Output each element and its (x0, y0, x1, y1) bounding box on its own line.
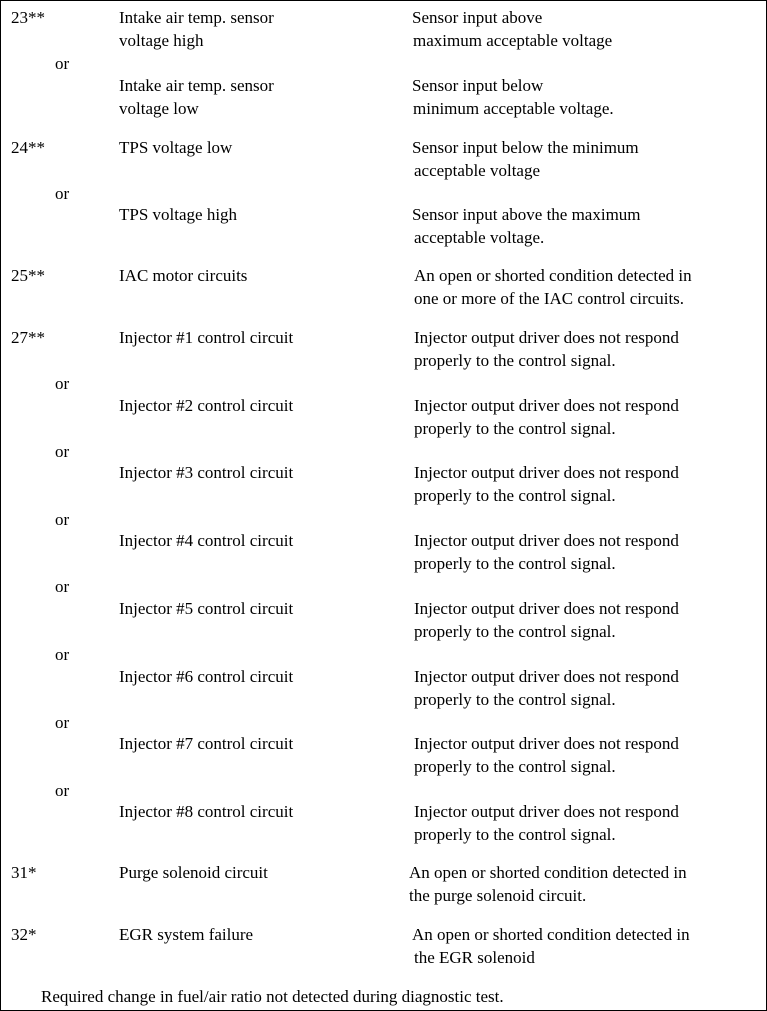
code-23: 23** (11, 8, 45, 27)
desc-injector-5: Injector output driver does not respond properly to the control signal. (414, 599, 679, 641)
desc-32: An open or shorted condition detected in the EGR solenoid (412, 925, 690, 967)
title-injector-2: Injector #2 control circuit (119, 396, 294, 415)
title-24-high: TPS voltage high (119, 205, 238, 224)
title-23-low: Intake air temp. sensor voltage low (119, 76, 274, 118)
title-31: Purge solenoid circuit (119, 863, 268, 882)
desc-23-low: Sensor input below minimum acceptable voltage. (412, 76, 614, 118)
desc-24-low: Sensor input below the minimum acceptable voltage (412, 138, 639, 180)
desc-31: An open or shorted condition detected in the purge solenoid circuit. (409, 863, 687, 905)
or-separator: or (55, 184, 70, 203)
desc-23-high: Sensor input above maximum acceptable voltage (412, 8, 613, 50)
desc-injector-8: Injector output driver does not respond properly to the control signal. (414, 802, 679, 844)
title-injector-8: Injector #8 control circuit (119, 802, 294, 821)
code-24: 24** (11, 138, 45, 157)
title-injector-5: Injector #5 control circuit (119, 599, 294, 618)
or-separator: or (55, 442, 70, 461)
title-injector-7: Injector #7 control circuit (119, 734, 294, 753)
title-32: EGR system failure (119, 925, 254, 944)
desc-injector-7: Injector output driver does not respond properly to the control signal. (414, 734, 679, 776)
or-separator: or (55, 510, 70, 529)
desc-24-high: Sensor input above the maximum acceptable voltage. (412, 205, 641, 247)
code-25: 25** (11, 266, 45, 285)
code-32: 32* (11, 925, 37, 944)
title-25: IAC motor circuits (119, 266, 248, 285)
title-24-low: TPS voltage low (119, 138, 233, 157)
desc-injector-4: Injector output driver does not respond properly to the control signal. (414, 531, 679, 573)
or-separator: or (55, 577, 70, 596)
desc-25: An open or shorted condition detected in one or more of the IAC control circuits. (414, 266, 692, 308)
title-injector-1: Injector #1 control circuit (119, 328, 294, 347)
desc-injector-1: Injector output driver does not respond properly to the control signal. (414, 328, 679, 370)
desc-injector-2: Injector output driver does not respond properly to the control signal. (414, 396, 679, 438)
code-27: 27** (11, 328, 45, 347)
or-separator: or (55, 54, 70, 73)
code-31: 31* (11, 863, 37, 882)
or-separator: or (55, 374, 70, 393)
title-23-high: Intake air temp. sensor voltage high (119, 8, 274, 50)
or-separator: or (55, 645, 70, 664)
desc-injector-3: Injector output driver does not respond properly to the control signal. (414, 463, 679, 505)
desc-injector-6: Injector output driver does not respond properly to the control signal. (414, 667, 679, 709)
or-separator: or (55, 781, 70, 800)
footnote: Required change in fuel/air ratio not detected during diagnostic test. (41, 987, 504, 1006)
title-injector-6: Injector #6 control circuit (119, 667, 294, 686)
title-injector-3: Injector #3 control circuit (119, 463, 294, 482)
title-injector-4: Injector #4 control circuit (119, 531, 294, 550)
or-separator: or (55, 713, 70, 732)
